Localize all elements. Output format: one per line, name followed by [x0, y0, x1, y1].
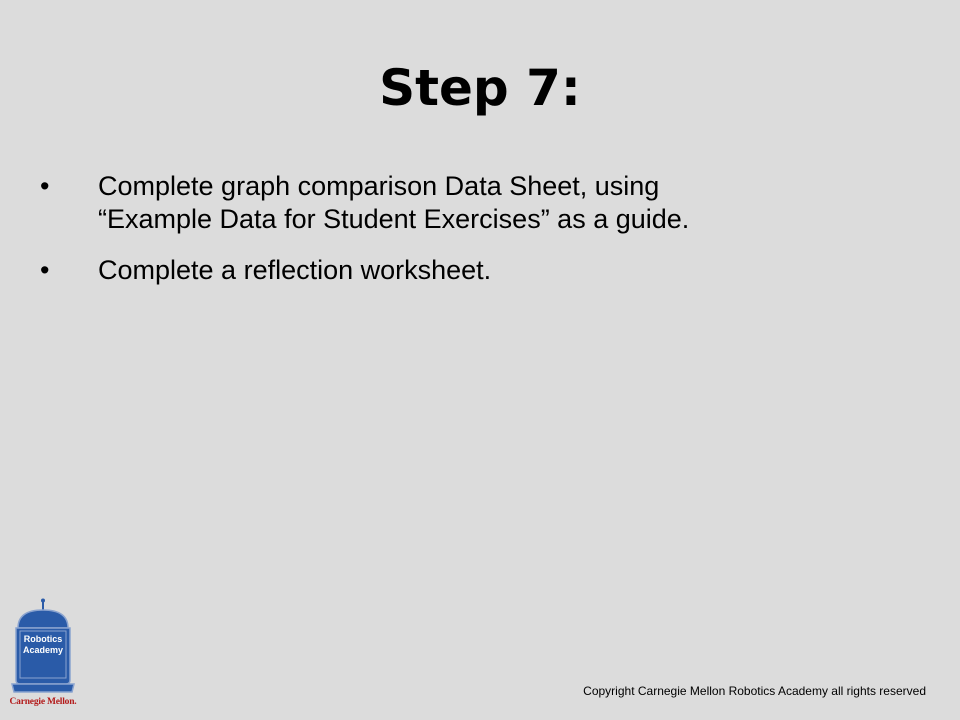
bullet-line: Complete a reflection worksheet.: [98, 255, 492, 285]
slide-title: Step 7:: [379, 59, 581, 117]
bullet-icon: •: [40, 171, 50, 201]
bullet-list: [40, 170, 860, 305]
bullet-line: Complete graph comparison Data Sheet, using: [98, 171, 660, 201]
copyright-text: Copyright Carnegie Mellon Robotics Academy all rights reserved: [583, 684, 926, 698]
robotics-academy-logo: [6, 598, 80, 714]
bullet-line: “Example Data for Student Exercises” as a guide.: [98, 204, 690, 234]
bullet-icon: •: [40, 255, 50, 285]
list-item: [40, 170, 860, 236]
logo-label: Robotics Academy: [22, 634, 64, 655]
list-item: [40, 254, 860, 287]
cmu-wordmark: Carnegie Mellon.: [9, 697, 77, 707]
